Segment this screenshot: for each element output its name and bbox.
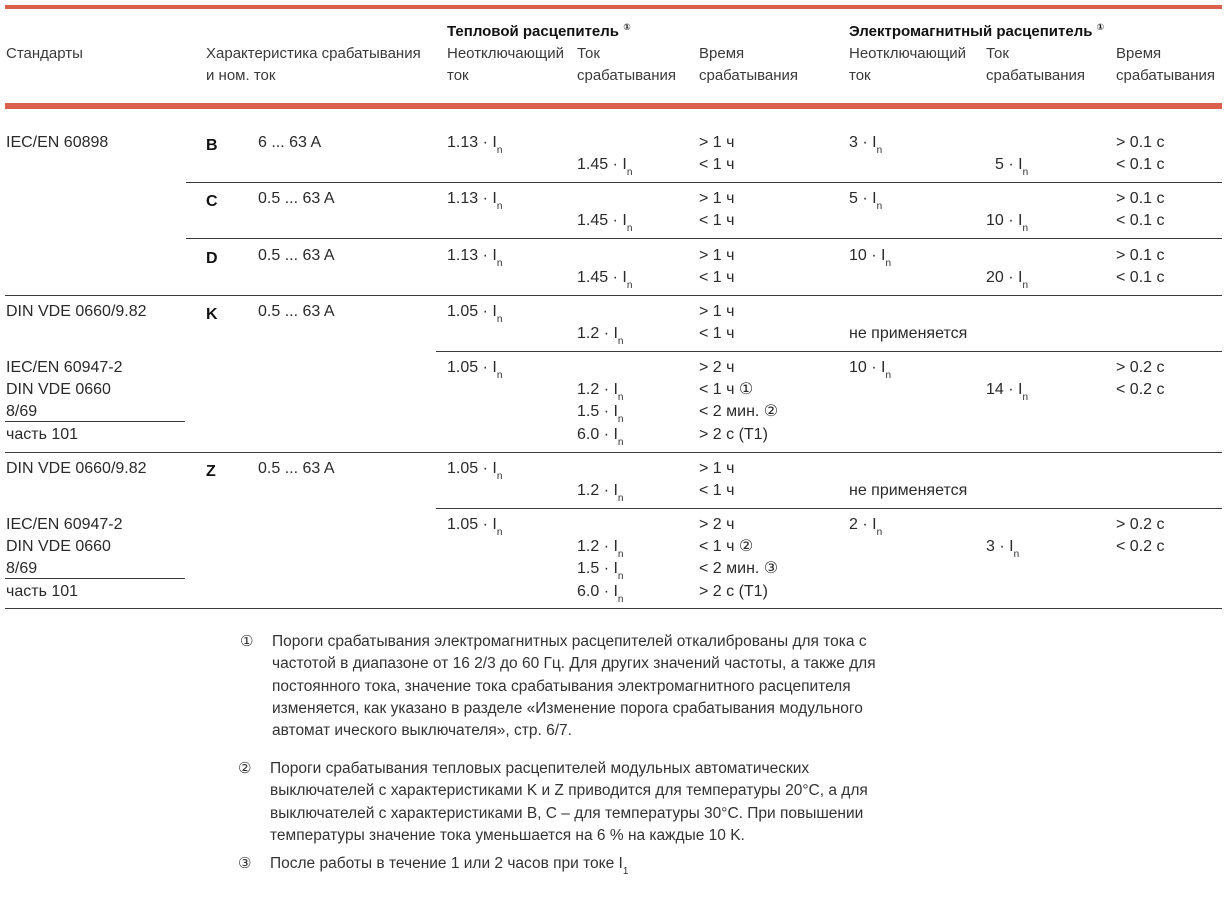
thermal-trip: $6.0 \cdot I_n$ [577, 426, 624, 448]
row-standard: часть 101 [6, 426, 79, 443]
magnetic-trip: $14 \cdot I_n$ [986, 381, 1029, 403]
magnetic-non-trip: $10 \cdot I_n$ [849, 359, 892, 381]
thermal-non-trip: $1.05 \cdot I_n$ [447, 303, 503, 325]
header-thermal-non-trip-2: ток [447, 67, 469, 84]
header-characteristic-line2: и ном. ток [206, 67, 276, 84]
thermal-time: < 1 ч [699, 156, 735, 173]
magnetic-non-trip: $10 \cdot I_n$ [849, 247, 892, 269]
thermal-time: > 1 ч [699, 303, 735, 320]
header-magnetic-time-2: срабатывания [1116, 67, 1216, 84]
row-range: 0.5 ... 63 A [258, 303, 335, 320]
row-standard: 8/69 [6, 560, 38, 577]
row-standard: DIN VDE 0660 [6, 538, 111, 555]
header-standards: Стандарты [6, 45, 83, 62]
thermal-time: > 1 ч [699, 460, 735, 477]
thermal-non-trip: $1.05 \cdot I_n$ [447, 359, 503, 381]
magnetic-not-applicable: не применяется [849, 482, 968, 499]
magnetic-not-applicable: не применяется [849, 325, 968, 342]
header-magnetic-trip: Ток [986, 45, 1009, 62]
footnote-2-line: выключателей с характеристиками B, C – для температуры 30°C. При повышении [270, 805, 864, 822]
thermal-time: > 2 c (T1) [699, 583, 768, 600]
header-magnetic-trip-2: срабатывания [986, 67, 1086, 84]
row-letter: K [206, 306, 218, 323]
magnetic-time: < 0.1 c [1116, 212, 1165, 229]
footnote-2-line: Пороги срабатывания тепловых расцепителей модульных автоматических [270, 760, 810, 777]
thermal-trip: $1.45 \cdot I_n$ [577, 156, 633, 178]
thermal-non-trip: $1.13 \cdot I_n$ [447, 134, 503, 156]
footnote-1-line: Пороги срабатывания электромагнитных расцепителей откалиброваны для тока с [272, 633, 867, 650]
header-characteristic-line1: Характеристика срабатывания [206, 45, 421, 62]
magnetic-time: < 0.2 c [1116, 538, 1165, 555]
footnote-2-mark: ② [238, 760, 252, 777]
thermal-time: < 2 мин. ③ [699, 560, 779, 577]
row-range: 0.5 ... 63 A [258, 190, 335, 207]
row-divider [186, 182, 1222, 183]
thermal-non-trip: $1.13 \cdot I_n$ [447, 247, 503, 269]
thermal-time: < 1 ч ② [699, 538, 754, 555]
row-range: 0.5 ... 63 A [258, 460, 335, 477]
row-divider [186, 238, 1222, 239]
header-magnetic-non-trip-2: ток [849, 67, 871, 84]
magnetic-non-trip: $3 \cdot I_n$ [849, 134, 883, 156]
header-magnetic-time: Время [1116, 45, 1162, 62]
row-letter: D [206, 250, 218, 267]
thermal-time: < 1 ч [699, 269, 735, 286]
thermal-time: < 1 ч [699, 325, 735, 342]
row-divider [436, 351, 1222, 352]
thermal-trip: $1.2 \cdot I_n$ [577, 482, 624, 504]
thermal-time: > 1 ч [699, 134, 735, 151]
thermal-time: > 1 ч [699, 247, 735, 264]
thermal-trip: $6.0 \cdot I_n$ [577, 583, 624, 605]
footnote-1-line: автомат ического выключателя», стр. 6/7. [272, 722, 572, 739]
header-magnetic-group: Электромагнитный расцепитель ① [849, 22, 1105, 40]
thermal-trip: $1.2 \cdot I_n$ [577, 325, 624, 347]
row-standard: IEC/EN 60898 [6, 134, 109, 151]
magnetic-time: > 0.2 c [1116, 359, 1165, 376]
magnetic-time: > 0.1 c [1116, 190, 1165, 207]
row-standard: DIN VDE 0660/9.82 [6, 303, 147, 320]
thermal-trip: $1.5 \cdot I_n$ [577, 403, 624, 425]
row-standard: DIN VDE 0660 [6, 381, 111, 398]
footnote-1-line: изменяется, как указано в разделе «Изменение порога срабатывания модульного [272, 700, 863, 717]
magnetic-time: < 0.1 c [1116, 269, 1165, 286]
thermal-time: > 2 ч [699, 359, 735, 376]
footnote-1-line: частотой в диапазоне от 16 2/3 до 60 Гц. Для других значений частоты, а также для [272, 655, 876, 672]
thermal-non-trip: $1.05 \cdot I_n$ [447, 460, 503, 482]
magnetic-time: < 0.2 c [1116, 381, 1165, 398]
row-letter: C [206, 193, 218, 210]
header-thermal-non-trip: Неотключающий [447, 45, 564, 62]
magnetic-trip: $20 \cdot I_n$ [986, 269, 1029, 291]
footnote-2-line: температуры значение тока уменьшается на 6 % на каждые 10 K. [270, 827, 745, 844]
thermal-time: < 2 мин. ② [699, 403, 779, 420]
thermal-time: < 1 ч ① [699, 381, 754, 398]
magnetic-time: > 0.1 c [1116, 134, 1165, 151]
row-divider [5, 452, 1222, 453]
magnetic-time: > 0.2 c [1116, 516, 1165, 533]
thermal-time: > 2 c (T1) [699, 426, 768, 443]
magnetic-time: < 0.1 c [1116, 156, 1165, 173]
footnote-1-line: постоянного тока, значение тока срабатывания электромагнитного расцепителя [272, 678, 851, 695]
thermal-time: < 1 ч [699, 482, 735, 499]
thermal-non-trip: $1.05 \cdot I_n$ [447, 516, 503, 538]
thermal-trip: $1.5 \cdot I_n$ [577, 560, 624, 582]
header-thermal-trip-2: срабатывания [577, 67, 677, 84]
footnote-3-mark: ③ [238, 855, 252, 872]
magnetic-trip: $10 \cdot I_n$ [986, 212, 1029, 234]
header-magnetic-non-trip: Неотключающий [849, 45, 966, 62]
thermal-time: < 1 ч [699, 212, 735, 229]
row-standard: IEC/EN 60947-2 [6, 359, 123, 376]
row-divider [436, 508, 1222, 509]
row-letter: Z [206, 463, 216, 480]
standard-divider [5, 421, 185, 422]
thermal-non-trip: $1.13 \cdot I_n$ [447, 190, 503, 212]
header-thermal-group: Тепловой расцепитель ① [447, 22, 631, 40]
footnote-3-line: После работы в течение 1 или 2 часов при токе $I_1$ [270, 855, 629, 877]
thermal-trip: $1.45 \cdot I_n$ [577, 212, 633, 234]
row-letter: B [206, 137, 218, 154]
row-range: 6 ... 63 A [258, 134, 322, 151]
thermal-time: > 2 ч [699, 516, 735, 533]
header-thermal-time-2: срабатывания [699, 67, 799, 84]
footnote-1-mark: ① [240, 633, 254, 650]
row-standard: IEC/EN 60947-2 [6, 516, 123, 533]
top-accent-rule [5, 5, 1222, 9]
magnetic-time: > 0.1 c [1116, 247, 1165, 264]
magnetic-non-trip: $5 \cdot I_n$ [849, 190, 883, 212]
thermal-trip: $1.2 \cdot I_n$ [577, 538, 624, 560]
magnetic-trip: $5 \cdot I_n$ [995, 156, 1029, 178]
header-thermal-trip: Ток [577, 45, 600, 62]
table-bottom-rule [5, 608, 1222, 609]
thermal-time: > 1 ч [699, 190, 735, 207]
row-standard: 8/69 [6, 403, 38, 420]
row-divider [5, 295, 1222, 296]
magnetic-non-trip: $2 \cdot I_n$ [849, 516, 883, 538]
standard-divider [5, 578, 185, 579]
header-accent-rule [5, 103, 1222, 109]
header-thermal-time: Время [699, 45, 745, 62]
row-standard: часть 101 [6, 583, 79, 600]
thermal-trip: $1.45 \cdot I_n$ [577, 269, 633, 291]
footnote-2-line: выключателей с характеристиками K и Z приводится для температуры 20°C, а для [270, 782, 868, 799]
row-standard: DIN VDE 0660/9.82 [6, 460, 147, 477]
row-range: 0.5 ... 63 A [258, 247, 335, 264]
magnetic-trip: $3 \cdot I_n$ [986, 538, 1020, 560]
thermal-trip: $1.2 \cdot I_n$ [577, 381, 624, 403]
